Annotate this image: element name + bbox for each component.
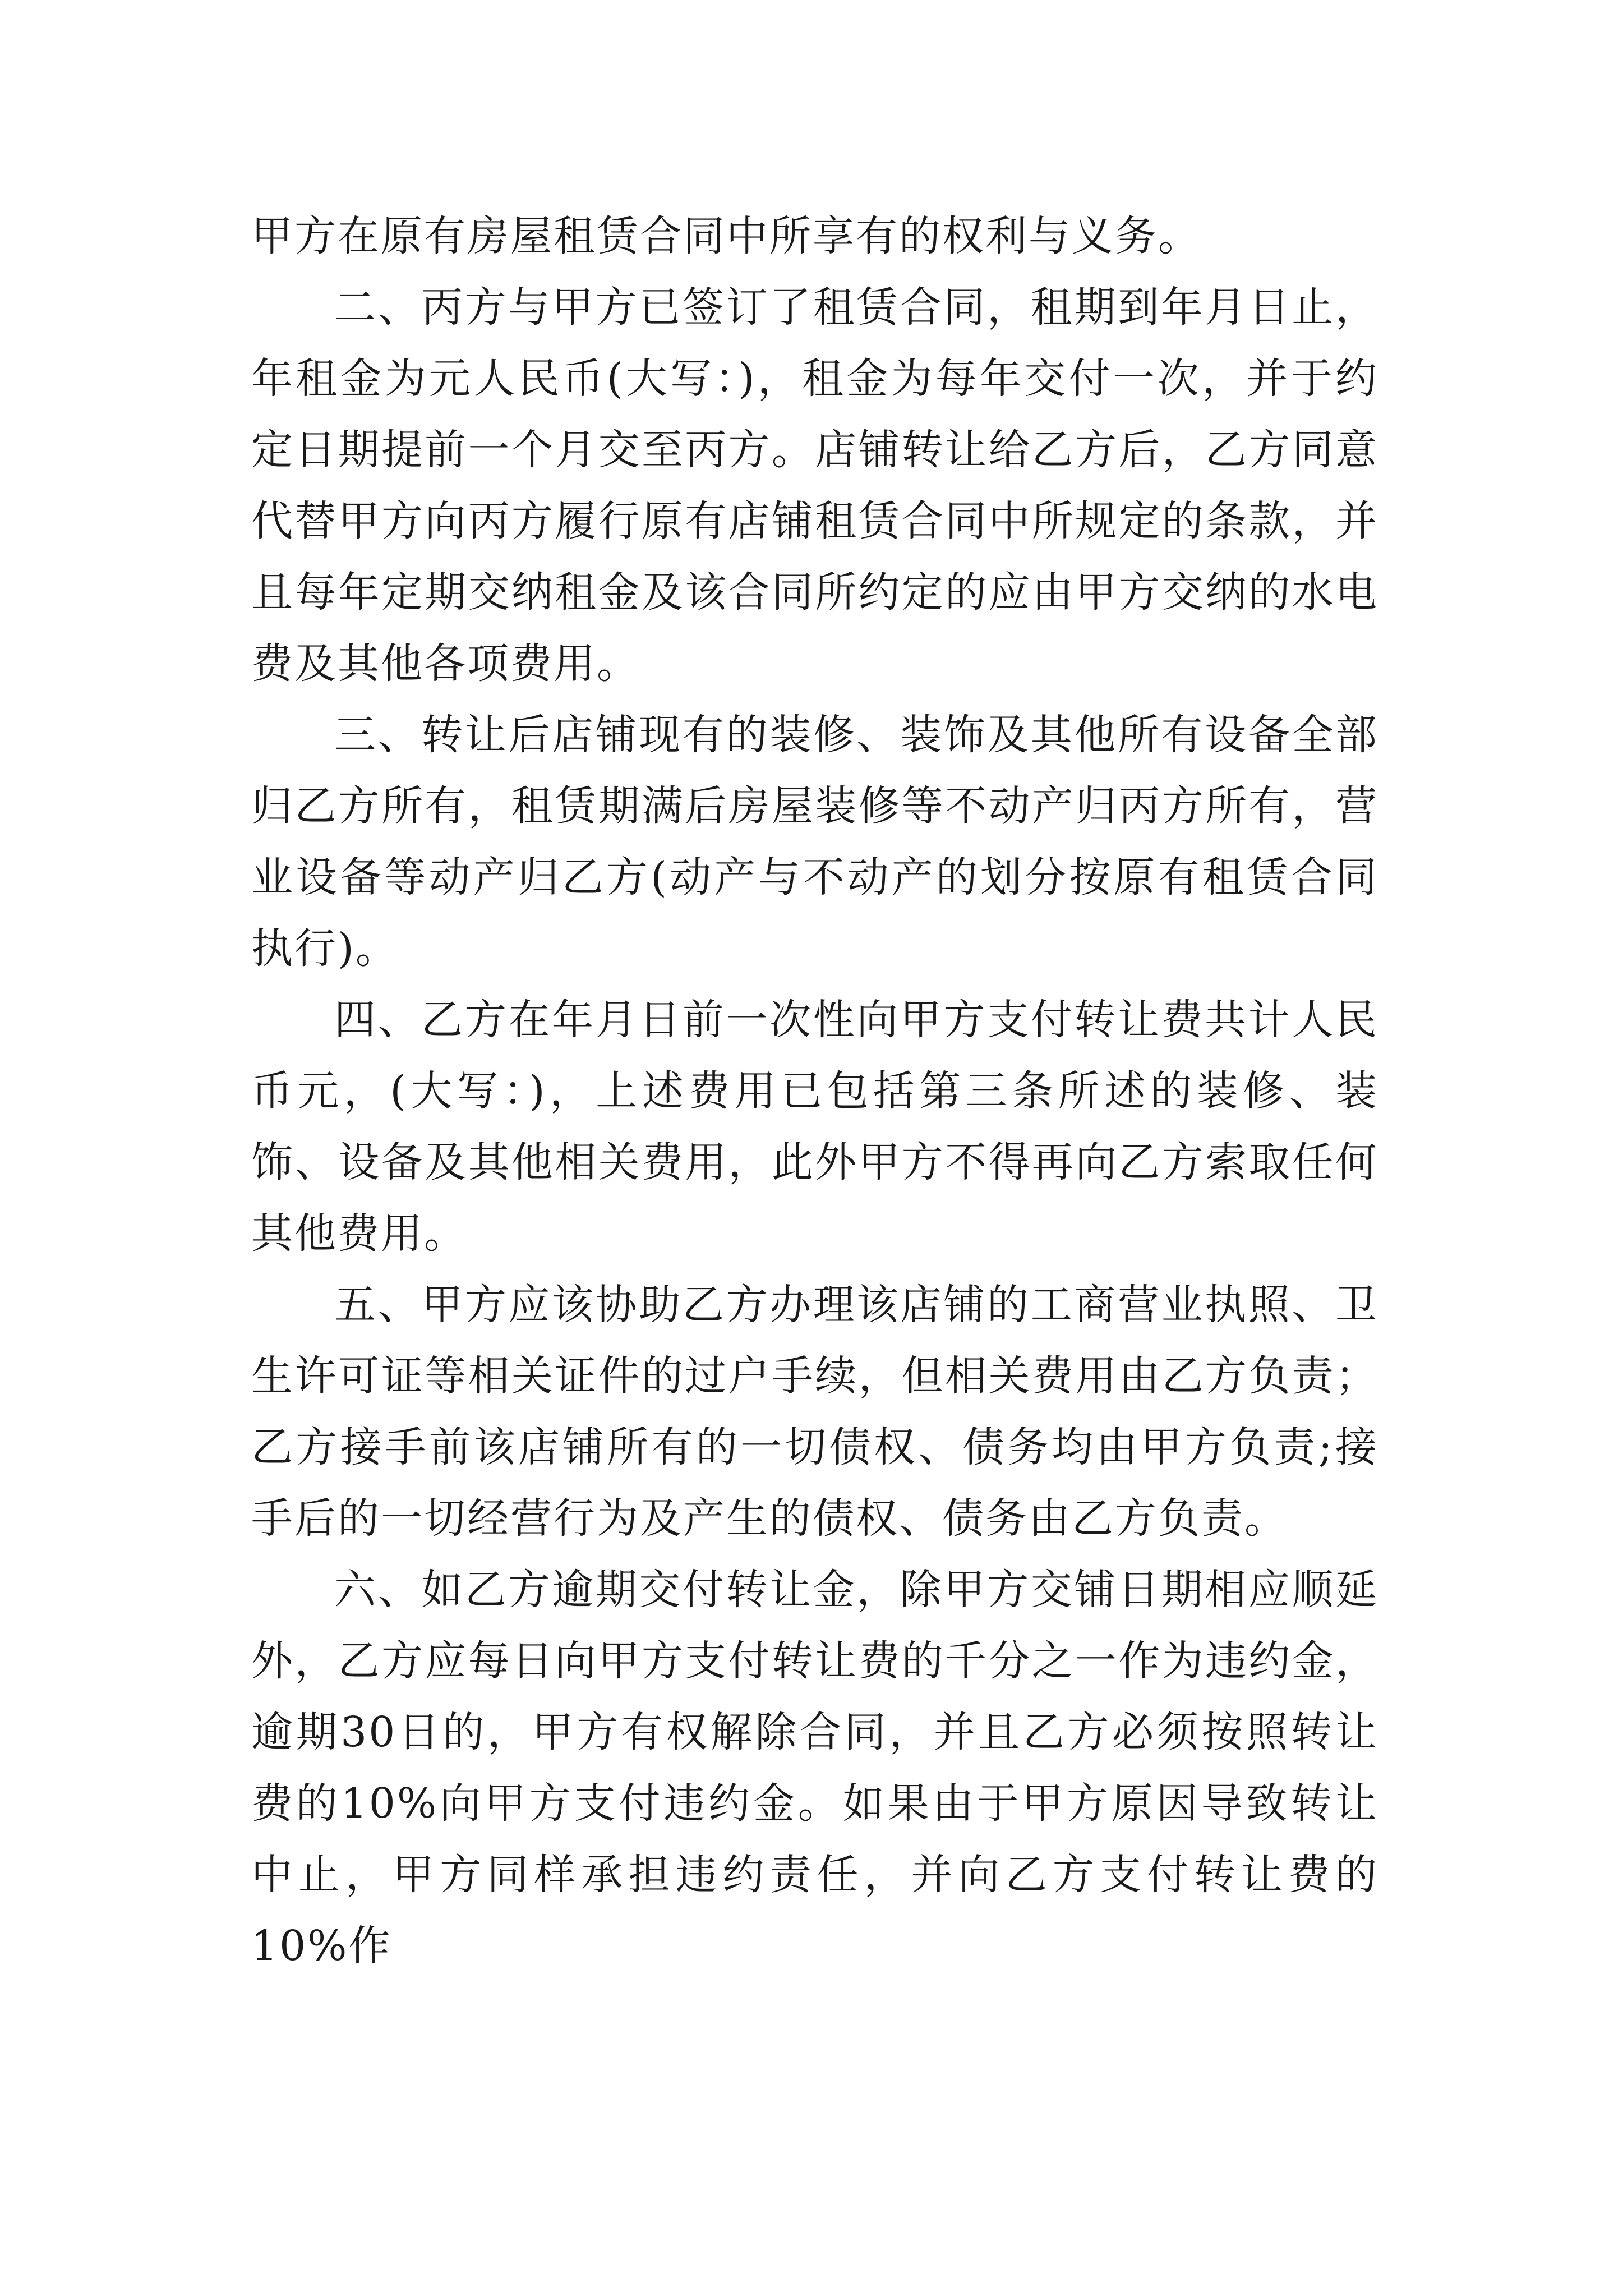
- paragraph-clause-2: 二、丙方与甲方已签订了租赁合同，租期到年月日止，年租金为元人民币(大写：)，租金为每年交付一次，并于约定日期提前一个月交至丙方。店铺转让给乙方后，乙方同意代替甲方向丙方履行原有店铺租赁合同中所规定的条款，并且每年定期交纳租金及该合同所约定的应由甲方交纳的水电费及其他各项费用。: [251, 283, 1378, 688]
- paragraph-clause-5: 五、甲方应该协助乙方办理该店铺的工商营业执照、卫生许可证等相关证件的过户手续，但相关费用由乙方负责；乙方接手前该店铺所有的一切债权、债务均由甲方负责;接手后的一切经营行为及产生的债权、债务由乙方负责。: [251, 1281, 1378, 1543]
- paragraph-clause-4: 四、乙方在年月日前一次性向甲方支付转让费共计人民币元，(大写：)，上述费用已包括第三条所述的装修、装饰、设备及其他相关费用，此外甲方不得再向乙方索取任何其他费用。: [251, 996, 1378, 1258]
- paragraph-clause-3: 三、转让后店铺现有的装修、装饰及其他所有设备全部归乙方所有，租赁期满后房屋装修等不动产归丙方所有，营业设备等动产归乙方(动产与不动产的划分按原有租赁合同执行)。: [251, 711, 1378, 973]
- contract-body: [251, 201, 1378, 1982]
- paragraph-clause-6: 六、如乙方逾期交付转让金，除甲方交铺日期相应顺延外，乙方应每日向甲方支付转让费的千分之一作为违约金，逾期30日的，甲方有权解除合同，并且乙方必须按照转让费的10%向甲方支付违约金。如果由于甲方原因导致转让中止，甲方同样承担违约责任，并向乙方支付转让费的10%作: [251, 1566, 1378, 1970]
- paragraph-continuation: 甲方在原有房屋租赁合同中所享有的权利与义务。: [251, 212, 1201, 260]
